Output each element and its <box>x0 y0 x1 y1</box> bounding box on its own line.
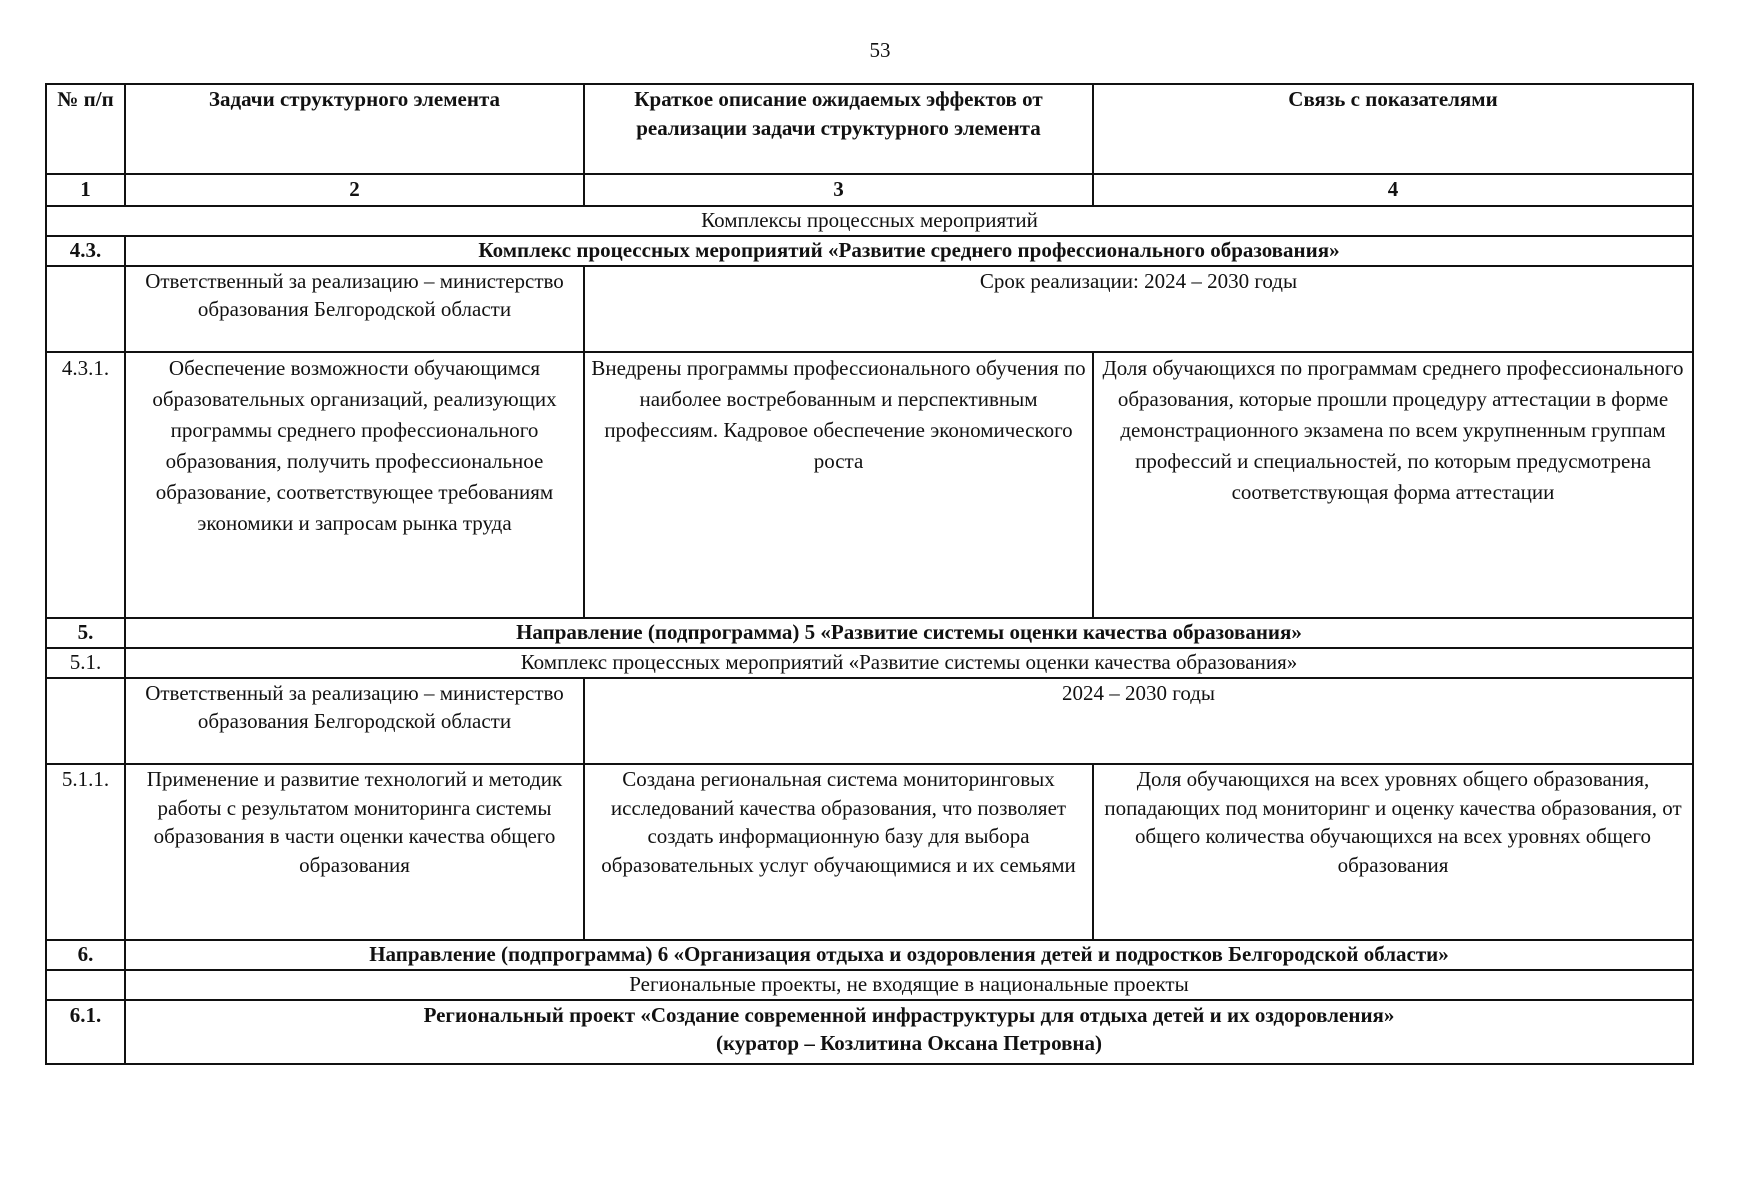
subprogram-title: Направление (подпрограмма) 5 «Развитие системы оценки качества образования» <box>125 618 1693 648</box>
table-row <box>46 266 1693 352</box>
table-row <box>46 236 1693 266</box>
project-title-cell <box>125 1000 1693 1064</box>
table-row <box>46 764 1693 940</box>
table-row <box>46 1000 1693 1064</box>
table-row <box>46 618 1693 648</box>
row-number: 6.1. <box>46 1000 125 1064</box>
section-regional: Региональные проекты, не входящие в национальные проекты <box>125 970 1693 1000</box>
table-row <box>46 648 1693 678</box>
project-title: Региональный проект «Создание современной инфраструктуры для отдыха детей и их оздоровления» <box>423 1003 1395 1027</box>
task-cell: Применение и развитие технологий и методик работы с результатом мониторинга системы образования в части оценки качества общего образования <box>125 764 584 940</box>
header-row <box>46 84 1693 174</box>
header-tasks: Задачи структурного элемента <box>125 84 584 174</box>
section-row <box>46 970 1693 1000</box>
row-number: 5.1. <box>46 648 125 678</box>
row-number <box>46 266 125 352</box>
section-row <box>46 206 1693 236</box>
row-number <box>46 678 125 764</box>
column-number: 2 <box>125 174 584 206</box>
column-number-row <box>46 174 1693 206</box>
section-complexes: Комплексы процессных мероприятий <box>46 206 1693 236</box>
program-table <box>45 83 1694 1065</box>
effects-cell: Создана региональная система мониторинговых исследований качества образования, что позволяет создать информационную базу для выбора образовательных услуг обучающимися и их семьями <box>584 764 1093 940</box>
row-number: 5.1.1. <box>46 764 125 940</box>
complex-title: Комплекс процессных мероприятий «Развитие системы оценки качества образования» <box>125 648 1693 678</box>
row-number: 4.3.1. <box>46 352 125 618</box>
row-number: 4.3. <box>46 236 125 266</box>
project-curator: (куратор – Козлитина Оксана Петровна) <box>715 1031 1103 1055</box>
task-cell: Обеспечение возможности обучающимся образовательных организаций, реализующих программы среднего профессионального образования, получить профессиональное образование, соответствующее требованиям экономики и запросам рынка труда <box>125 352 584 618</box>
row-number: 5. <box>46 618 125 648</box>
term-cell: 2024 – 2030 годы <box>584 678 1693 764</box>
table-row <box>46 940 1693 970</box>
column-number: 4 <box>1093 174 1693 206</box>
indicators-cell: Доля обучающихся на всех уровнях общего образования, попадающих под мониторинг и оценку качества образования, от общего количества обучающихся на всех уровнях общего образования <box>1093 764 1693 940</box>
table-row <box>46 678 1693 764</box>
term-cell: Срок реализации: 2024 – 2030 годы <box>584 266 1693 352</box>
header-effects: Краткое описание ожидаемых эффектов от реализации задачи структурного элемента <box>584 84 1093 174</box>
header-number: № п/п <box>46 84 125 174</box>
complex-title: Комплекс процессных мероприятий «Развитие среднего профессионального образования» <box>125 236 1693 266</box>
responsible-cell: Ответственный за реализацию – министерство образования Белгородской области <box>125 678 584 764</box>
indicators-cell: Доля обучающихся по программам среднего профессионального образования, которые прошли процедуру аттестации в форме демонстрационного экзамена по всем укрупненным группам профессий и специальностей, по которым предусмотрена соответствующая форма аттестации <box>1093 352 1693 618</box>
row-number: 6. <box>46 940 125 970</box>
table-row <box>46 352 1693 618</box>
effects-cell: Внедрены программы профессионального обучения по наиболее востребованным и перспективным профессиям. Кадровое обеспечение экономического роста <box>584 352 1093 618</box>
row-number <box>46 970 125 1000</box>
subprogram-title: Направление (подпрограмма) 6 «Организация отдыха и оздоровления детей и подростков Белгородской области» <box>125 940 1693 970</box>
header-indicators: Связь с показателями <box>1093 84 1693 174</box>
page-number: 53 <box>869 38 891 62</box>
column-number: 1 <box>46 174 125 206</box>
column-number: 3 <box>584 174 1093 206</box>
responsible-cell: Ответственный за реализацию – министерство образования Белгородской области <box>125 266 584 352</box>
